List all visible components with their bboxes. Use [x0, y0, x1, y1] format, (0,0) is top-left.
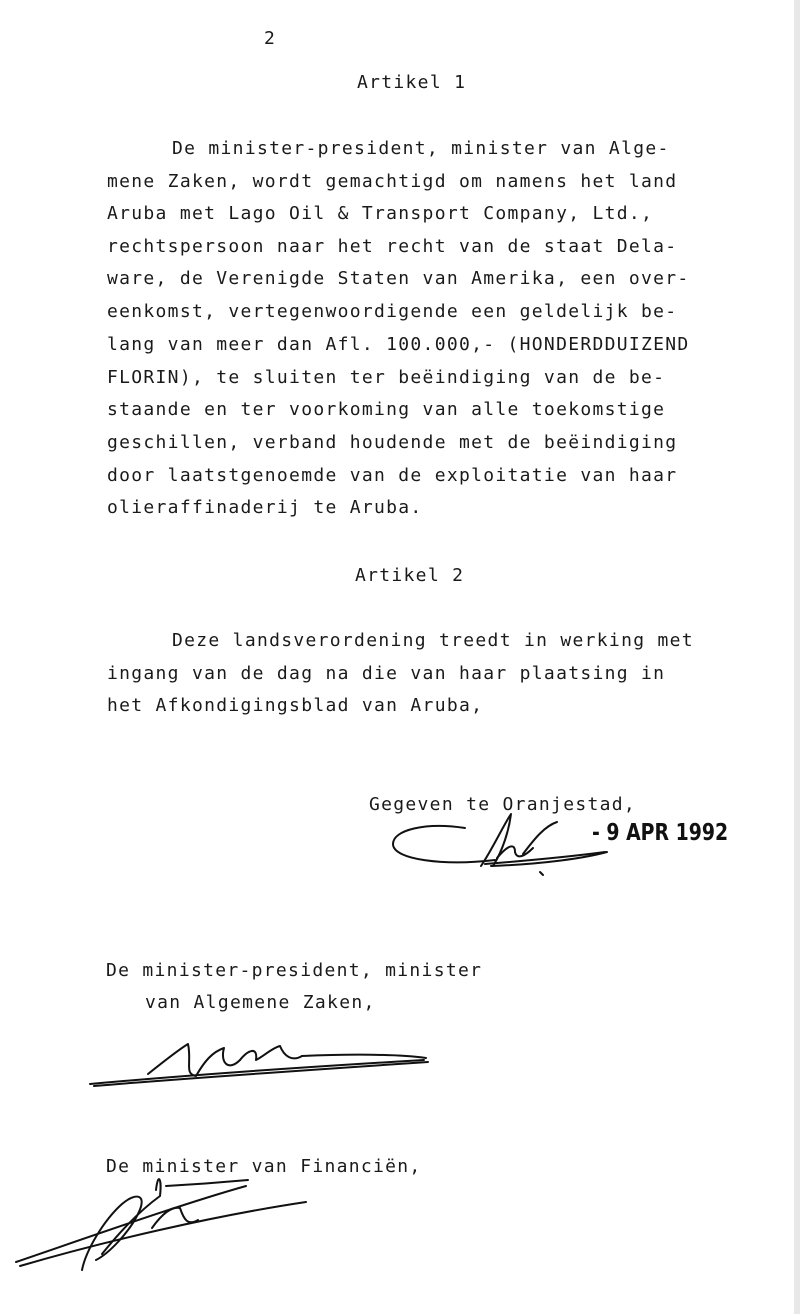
article-1-line: rechtspersoon naar het recht van de staat Dela-: [107, 236, 678, 257]
article-1-heading: Artikel 1: [357, 72, 467, 93]
article-2-heading: Artikel 2: [355, 565, 465, 586]
article-1-line: lang van meer dan Afl. 100.000,- (HONDERDDUIZEND: [107, 334, 690, 355]
signatory-1-line-1: De minister-president, minister: [106, 960, 483, 981]
page-number: 2: [264, 28, 277, 49]
royal-signature: [385, 808, 615, 878]
article-1-line: eenkomst, vertegenwoordigende een geldelijk be-: [107, 301, 678, 322]
article-1-line: mene Zaken, wordt gemachtigd om namens het land: [107, 171, 678, 192]
given-at-text: Gegeven te Oranjestad,: [369, 794, 637, 815]
signatory-1-line-2: van Algemene Zaken,: [145, 992, 376, 1013]
article-1-line: olieraffinaderij te Aruba.: [107, 497, 423, 518]
article-2-line: het Afkondigingsblad van Aruba,: [107, 695, 484, 716]
date-stamp: - 9 APR 1992: [592, 820, 729, 846]
signatory-2-line-1: De minister van Financiën,: [106, 1156, 422, 1177]
article-1-line: ware, de Verenigde Staten van Amerika, een over-: [107, 268, 690, 289]
article-2-line: ingang van de dag na die van haar plaatsing in: [107, 663, 666, 684]
article-2-line: Deze landsverordening treedt in werking met: [172, 630, 694, 651]
page-edge: [794, 0, 800, 1314]
finance-minister-signature: [12, 1170, 312, 1275]
article-1-line: De minister-president, minister van Alge-: [172, 138, 670, 159]
article-1-line: FLORIN), te sluiten ter beëindiging van de be-: [107, 367, 666, 388]
article-1-line: door laatstgenoemde van de exploitatie van haar: [107, 465, 678, 486]
article-1-line: staande en ter voorkoming van alle toekomstige: [107, 399, 666, 420]
article-1-line: Aruba met Lago Oil & Transport Company, Ltd.,: [107, 203, 654, 224]
article-1-line: geschillen, verband houdende met de beëindiging: [107, 432, 678, 453]
minister-president-signature: [88, 1036, 433, 1088]
